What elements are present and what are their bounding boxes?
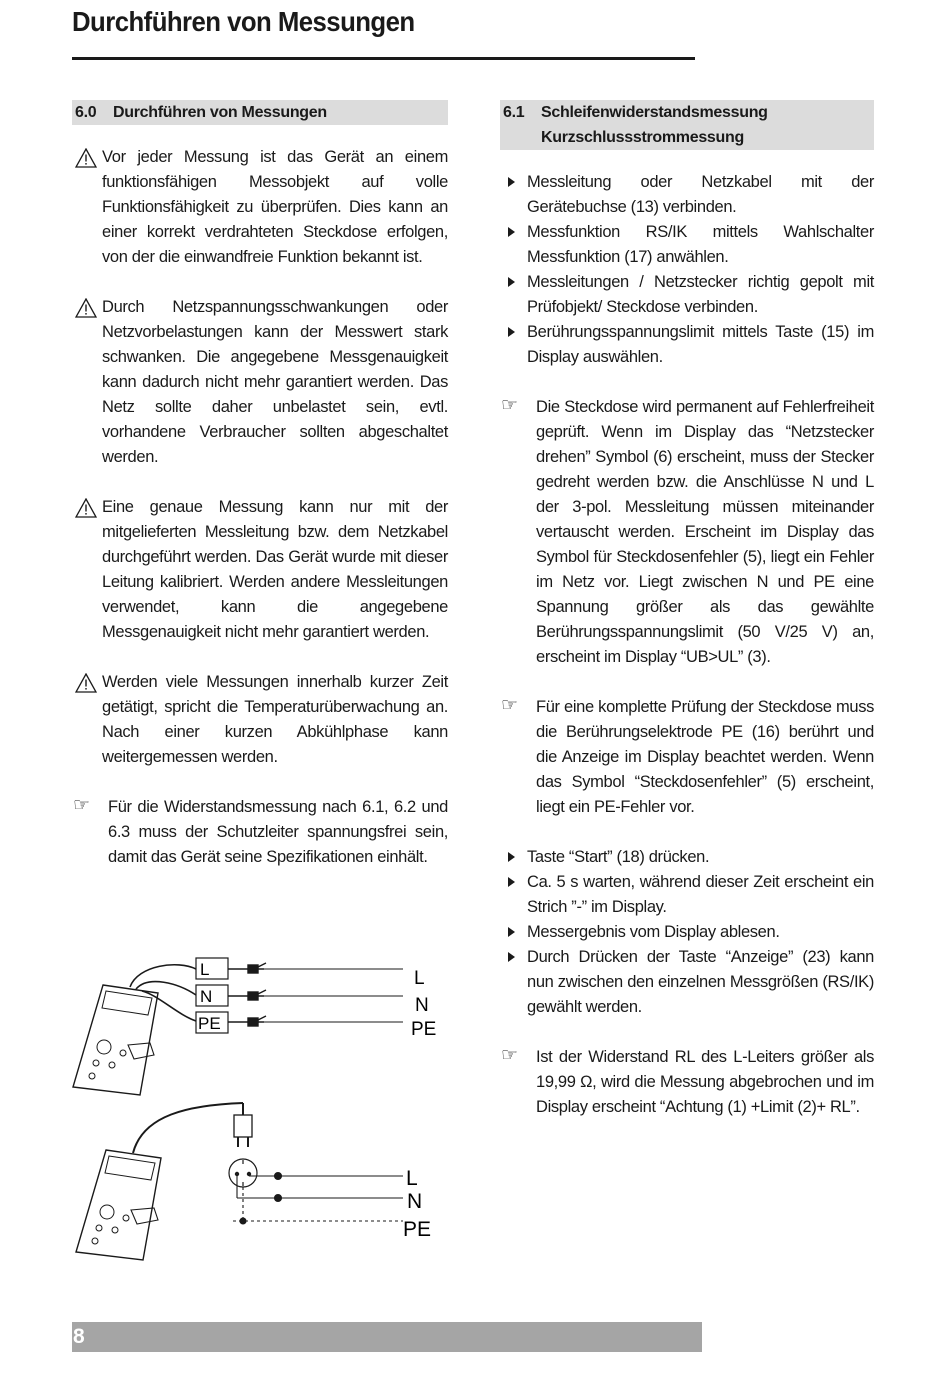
arrow-bullet-icon [508, 327, 515, 337]
mains-plug [234, 1103, 252, 1147]
supply-lines-bottom [233, 1173, 403, 1225]
note-paragraph [500, 1045, 874, 1120]
list-item [500, 320, 874, 370]
pointing-hand-icon: ☞ [73, 795, 90, 816]
warning-paragraph [72, 670, 448, 770]
pointing-hand-icon: ☞ [501, 695, 518, 716]
pointing-hand-icon: ☞ [501, 395, 518, 416]
probe-tips [228, 963, 266, 1026]
warning-text: Werden viele Messungen innerhalb kurzer Zeit getätigt, spricht die Temperaturüberwachung an. Nach einer kurzen Abkühlphase kann weitergemessen werden. [102, 673, 448, 766]
arrow-bullet-icon [508, 927, 515, 937]
section-title: Durchführen von Messungen [113, 104, 327, 121]
measuring-device-bottom [76, 1150, 161, 1260]
measuring-device-top [73, 985, 158, 1095]
list-item-text: Messfunktion RS/IK mittels Wahlschalter Messfunktion (17) anwählen. [527, 223, 874, 266]
list-item [500, 220, 874, 270]
probe-tags [196, 958, 228, 1033]
section-title-line2: Kurzschlussstrommessung [541, 129, 744, 146]
arrow-bullet-icon [508, 952, 515, 962]
list-item-text: Ca. 5 s warten, während dieser Zeit erscheint ein Strich ”-” im Display. [527, 873, 874, 916]
note-text: Für eine komplette Prüfung der Steckdose muss die Berührungselektrode PE (16) berührt und die Anzeige im Display beachtet werden. Wenn das Symbol “Steckdosenfehler” (5) erscheint, liegt ein PE-Fehler vor. [536, 698, 874, 816]
note-paragraph [500, 695, 874, 820]
left-column [72, 100, 448, 895]
footer-bar [72, 1322, 702, 1352]
list-item [500, 920, 874, 945]
label-l-top: L [414, 968, 425, 989]
title-rule [72, 57, 695, 60]
list-item [500, 845, 874, 870]
arrow-bullet-icon [508, 227, 515, 237]
tag-n: N [200, 987, 213, 1006]
warning-paragraph [72, 145, 448, 270]
note-paragraph [500, 395, 874, 670]
tag-pe: PE [198, 1014, 221, 1033]
warning-paragraph [72, 295, 448, 470]
label-pe-bottom: PE [403, 1218, 432, 1241]
label-n-bottom: N [407, 1190, 423, 1213]
steps-list [500, 170, 874, 370]
list-item-text: Taste “Start” (18) drücken. [527, 848, 710, 866]
list-item [500, 270, 874, 320]
page-number: 8 [73, 1325, 85, 1348]
label-pe-top: PE [411, 1019, 437, 1040]
section-heading-6-1 [500, 100, 874, 150]
mains-cable [133, 1103, 243, 1153]
page-title: Durchführen von Messungen [72, 6, 415, 37]
section-number: 6.1 [503, 104, 525, 121]
arrow-bullet-icon [508, 852, 515, 862]
socket-outlet [229, 1159, 257, 1187]
label-n-top: N [415, 995, 429, 1016]
warning-icon [75, 298, 97, 318]
list-item [500, 170, 874, 220]
list-item-text: Messleitung oder Netzkabel mit der Gerätebuchse (13) verbinden. [527, 173, 874, 216]
warning-paragraph [72, 495, 448, 645]
probe-cables [130, 965, 196, 1021]
connection-diagram [68, 955, 458, 1270]
note-text: Für die Widerstandsmessung nach 6.1, 6.2 und 6.3 muss der Schutzleiter spannungsfrei sein, damit das Gerät seine Spezifikationen einhält. [108, 798, 448, 866]
note-text: Ist der Widerstand RL des L-Leiters größer als 19,99 Ω, wird die Messung abgebrochen und im Display erscheint “Achtung (1) +Limit (2)+ RL”. [536, 1048, 874, 1116]
note-text: Die Steckdose wird permanent auf Fehlerfreiheit geprüft. Wenn im Display das “Netzstecker drehen” Symbol (6) erscheint, muss der Stecker gedreht werden bzw. die Anschlüsse N und L der 3-pol. Messleitung müssen miteinander vertauscht werden. Erscheint im Display das Symbol für Steckdosenfehler (5), liegt ein Fehler im Netz vor. Liegt zwischen N und PE eine Spannung größer als das gewählte Berührungsspannungslimit (50 V/25 V) an, erscheint im Display “UB>UL” (3). [536, 398, 874, 666]
warning-icon [75, 673, 97, 693]
label-l-bottom: L [406, 1167, 418, 1190]
warning-text: Durch Netzspannungsschwankungen oder Netzvorbelastungen kann der Messwert stark schwanken. Die angegebene Messgenauigkeit kann dadurch nicht mehr garantiert werden. Das Netz sollte daher unbelastet sein, evtl. vorhandene Verbraucher sollten abgeschaltet werden. [102, 298, 448, 466]
warning-text: Eine genaue Messung kann nur mit der mitgelieferten Messleitung bzw. dem Netzkabel durchgeführt werden. Das Gerät wurde mit dieser Leitung kalibriert. Werden andere Messleitungen verwendet, kann die angegebene Messgenauigkeit nicht mehr garantiert werden. [102, 498, 448, 641]
supply-lines-top [264, 969, 403, 1022]
note-paragraph [72, 795, 448, 870]
arrow-bullet-icon [508, 277, 515, 287]
warning-icon [75, 148, 97, 168]
section-number: 6.0 [75, 104, 97, 121]
right-column [500, 100, 874, 1145]
warning-text: Vor jeder Messung ist das Gerät an einem funktionsfähigen Messobjekt auf volle Funktionsfähigkeit zu überprüfen. Dies kann an einer korrekt verdrahteten Steckdose erfolgen, von der die einwandfreie Funktion bekannt ist. [102, 148, 448, 266]
list-item-text: Berührungsspannungslimit mittels Taste (15) im Display auswählen. [527, 323, 874, 366]
list-item-text: Messergebnis vom Display ablesen. [527, 923, 780, 941]
list-item [500, 945, 874, 1020]
arrow-bullet-icon [508, 177, 515, 187]
steps-list [500, 845, 874, 1020]
section-heading-6-0 [72, 100, 448, 125]
tag-l: L [200, 960, 210, 979]
pointing-hand-icon: ☞ [501, 1045, 518, 1066]
warning-icon [75, 498, 97, 518]
arrow-bullet-icon [508, 877, 515, 887]
list-item-text: Durch Drücken der Taste “Anzeige” (23) kann nun zwischen den einzelnen Messgrößen (RS/IK) gewählt werden. [527, 948, 874, 1016]
list-item [500, 870, 874, 920]
list-item-text: Messleitungen / Netzstecker richtig gepolt mit Prüfobjekt/ Steckdose verbinden. [527, 273, 874, 316]
section-title-line1: Schleifenwiderstandsmessung [541, 104, 768, 121]
